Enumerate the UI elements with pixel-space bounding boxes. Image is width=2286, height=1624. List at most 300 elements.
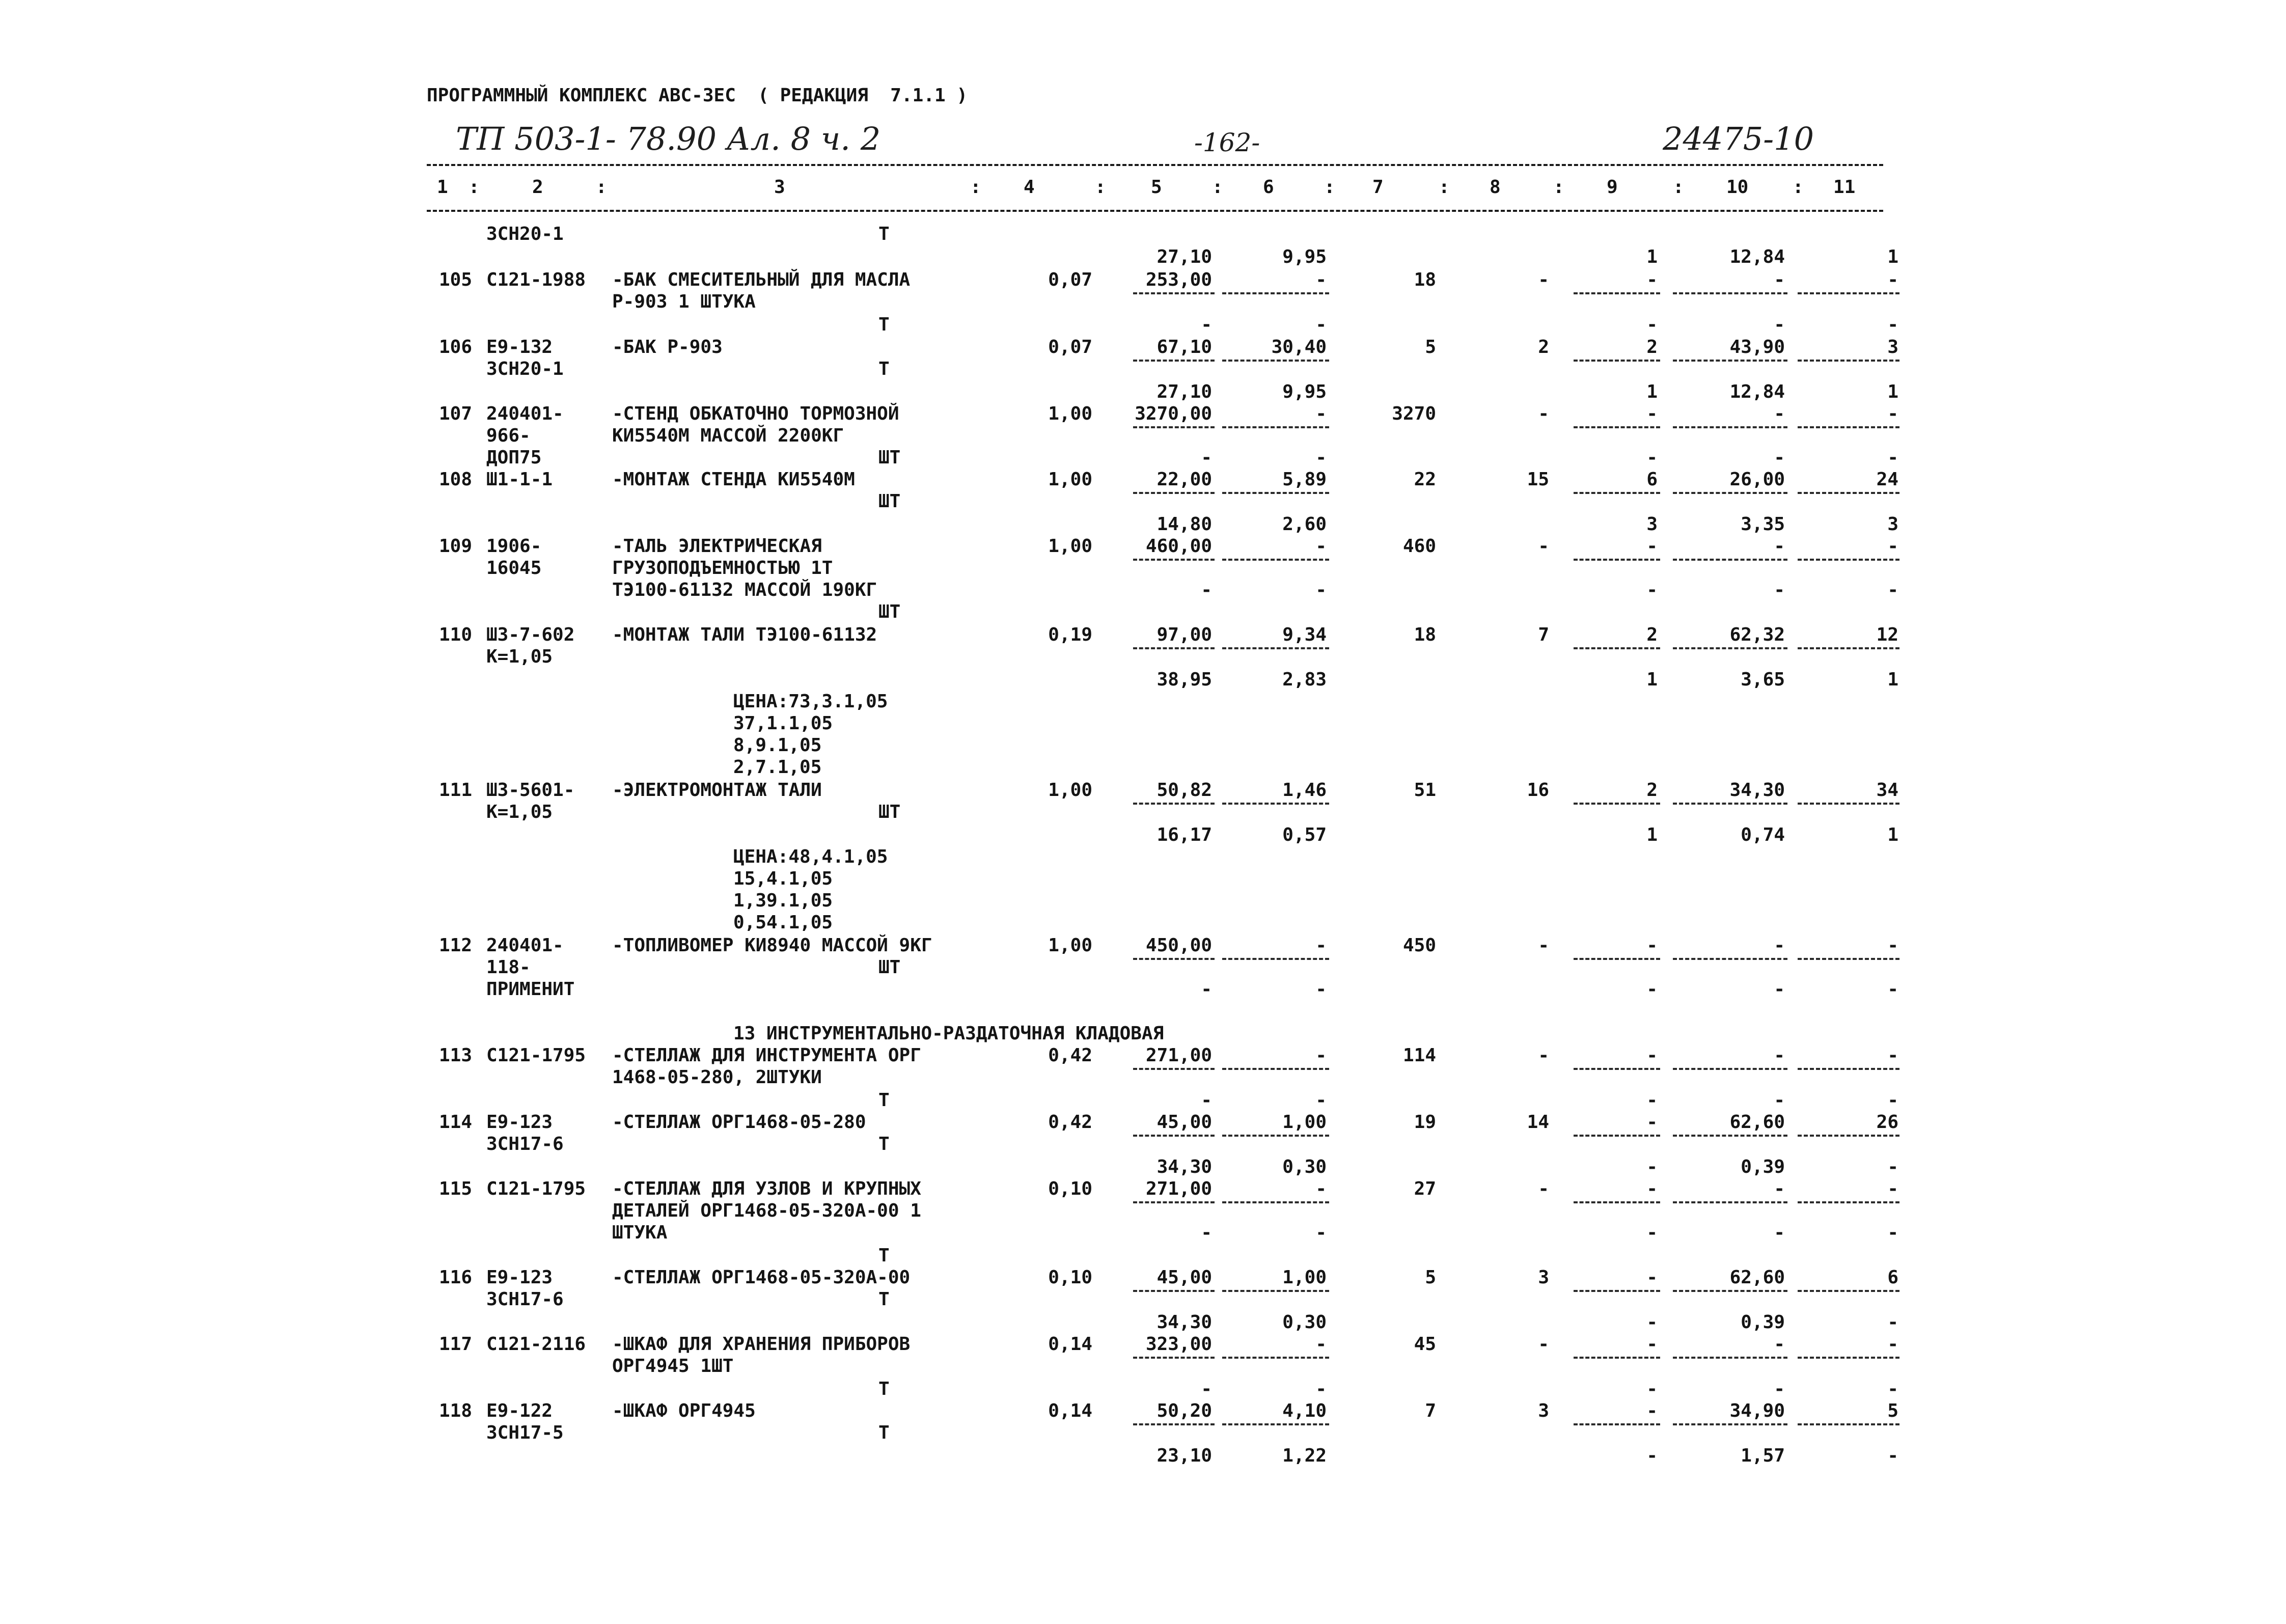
cell-description: -ЭЛЕКТРОМОНТАЖ ТАЛИ bbox=[612, 780, 822, 801]
underline-wage bbox=[1222, 292, 1329, 294]
cell-col-11: 3 bbox=[1887, 514, 1898, 535]
cell-code: ПРИМЕНИТ bbox=[486, 979, 575, 1000]
cell-wage: - bbox=[1315, 580, 1327, 600]
cell-col-11: 12 bbox=[1876, 624, 1898, 645]
underline-col-11 bbox=[1798, 1068, 1899, 1070]
cell-code: ЗСН20-1 bbox=[486, 224, 564, 244]
cell-code: 118- bbox=[486, 957, 531, 978]
underline-wage bbox=[1222, 1423, 1329, 1425]
program-header: ПРОГРАММНЫЙ КОМПЛЕКС АВС-ЗЕС ( РЕДАКЦИЯ 7.1.1 ) bbox=[427, 85, 968, 106]
cell-wage: 0,30 bbox=[1282, 1157, 1327, 1177]
cell-wage: 0,30 bbox=[1282, 1312, 1327, 1333]
cell-note: 1,39.1,05 bbox=[733, 890, 833, 911]
cell-wage: 1,00 bbox=[1282, 1267, 1327, 1288]
project-code: ТП 503-1- 78.90 Ал. 8 ч. 2 bbox=[456, 120, 881, 157]
underline-col-11 bbox=[1798, 559, 1899, 561]
cell-unit: Т bbox=[878, 314, 890, 335]
cell-total-wage: - bbox=[1538, 1334, 1549, 1355]
underline-col-10 bbox=[1673, 559, 1787, 561]
cell-col-10: - bbox=[1774, 1222, 1785, 1243]
cell-code: Ш1-1-1 bbox=[486, 469, 553, 490]
cell-price: 460,00 bbox=[1145, 536, 1212, 557]
cell-price: - bbox=[1201, 1222, 1212, 1243]
underline-col-10 bbox=[1673, 1423, 1787, 1425]
underline-col-9 bbox=[1574, 1135, 1660, 1137]
cell-quantity: 0,10 bbox=[1048, 1267, 1092, 1288]
cell-wage: - bbox=[1315, 447, 1327, 468]
cell-col-9: 1 bbox=[1646, 669, 1658, 690]
cell-col-9: 1 bbox=[1646, 246, 1658, 267]
cell-wage: 1,22 bbox=[1282, 1445, 1327, 1466]
cell-col-11: - bbox=[1887, 580, 1898, 600]
column-header-6: 6 bbox=[1263, 177, 1274, 198]
cell-total-wage: - bbox=[1538, 403, 1549, 424]
cell-wage: - bbox=[1315, 1045, 1327, 1066]
cell-row-number: 109 bbox=[439, 536, 473, 557]
cell-col-9: - bbox=[1646, 1312, 1658, 1333]
underline-col-9 bbox=[1574, 1423, 1660, 1425]
cell-code: С121-1988 bbox=[486, 269, 586, 290]
cell-code: ЗСН17-6 bbox=[486, 1289, 564, 1310]
underline-col-9 bbox=[1574, 1357, 1660, 1359]
cell-quantity: 1,00 bbox=[1048, 469, 1092, 490]
cell-col-10: 62,32 bbox=[1729, 624, 1785, 645]
cell-description: ШТУКА bbox=[612, 1222, 668, 1243]
cell-description: КИ5540М МАССОЙ 2200КГ bbox=[612, 425, 844, 446]
cell-wage: 4,10 bbox=[1282, 1400, 1327, 1421]
cell-code: Е9-122 bbox=[486, 1400, 553, 1421]
cell-wage: 9,95 bbox=[1282, 246, 1327, 267]
cell-col-11: 6 bbox=[1887, 1267, 1898, 1288]
cell-quantity: 1,00 bbox=[1048, 935, 1092, 956]
cell-col-9: - bbox=[1646, 1178, 1658, 1199]
cell-total-wage: 15 bbox=[1527, 469, 1549, 490]
cell-col-11: 1 bbox=[1887, 824, 1898, 845]
cell-description: -СТЕНД ОБКАТОЧНО ТОРМОЗНОЙ bbox=[612, 403, 899, 424]
cell-code: ЗСН17-5 bbox=[486, 1422, 564, 1443]
cell-col-9: - bbox=[1646, 1445, 1658, 1466]
cell-col-10: 0,74 bbox=[1741, 824, 1785, 845]
cell-wage: - bbox=[1315, 1222, 1327, 1243]
column-separator: : bbox=[1673, 177, 1684, 198]
column-separator: : bbox=[1095, 177, 1106, 198]
underline-col-9 bbox=[1574, 647, 1660, 649]
cell-unit: Т bbox=[878, 1245, 890, 1266]
underline-price bbox=[1133, 426, 1215, 428]
cell-description: -БАК Р-903 bbox=[612, 337, 723, 357]
underline-wage bbox=[1222, 1201, 1329, 1203]
underline-col-10 bbox=[1673, 958, 1787, 960]
cell-unit: ШТ bbox=[878, 491, 901, 512]
cell-quantity: 0,07 bbox=[1048, 337, 1092, 357]
cell-price: 271,00 bbox=[1145, 1045, 1212, 1066]
cell-col-11: - bbox=[1887, 1090, 1898, 1111]
underline-wage bbox=[1222, 1290, 1329, 1292]
cell-col-9: - bbox=[1646, 536, 1658, 557]
cell-price: - bbox=[1201, 1090, 1212, 1111]
cell-row-number: 113 bbox=[439, 1045, 473, 1066]
cell-col-11: - bbox=[1887, 1045, 1898, 1066]
underline-price bbox=[1133, 360, 1215, 362]
cell-description: ТЭ100-61132 МАССОЙ 190КГ bbox=[612, 580, 877, 600]
column-header-3: 3 bbox=[774, 177, 785, 198]
cell-wage: 2,60 bbox=[1282, 514, 1327, 535]
cell-row-number: 115 bbox=[439, 1178, 473, 1199]
cell-unit: ШТ bbox=[878, 447, 901, 468]
cell-total-cost: 3270 bbox=[1392, 403, 1436, 424]
cell-total-wage: 7 bbox=[1538, 624, 1549, 645]
cell-quantity: 0,42 bbox=[1048, 1045, 1092, 1066]
cell-total-wage: 2 bbox=[1538, 337, 1549, 357]
cell-total-cost: 5 bbox=[1425, 337, 1436, 357]
cell-code: С121-1795 bbox=[486, 1178, 586, 1199]
cell-row-number: 105 bbox=[439, 269, 473, 290]
cell-col-9: 1 bbox=[1646, 824, 1658, 845]
cell-note: ЦЕНА:73,3.1,05 bbox=[733, 691, 888, 712]
cell-note: ЦЕНА:48,4.1,05 bbox=[733, 846, 888, 867]
cell-total-wage: 14 bbox=[1527, 1112, 1549, 1133]
column-header-8: 8 bbox=[1490, 177, 1501, 198]
cell-price: 22,00 bbox=[1156, 469, 1212, 490]
cell-wage: 1,46 bbox=[1282, 780, 1327, 801]
cell-code: ЗСН17-6 bbox=[486, 1134, 564, 1154]
cell-col-11: - bbox=[1887, 1178, 1898, 1199]
underline-col-11 bbox=[1798, 492, 1899, 494]
cell-price: 50,82 bbox=[1156, 780, 1212, 801]
cell-col-10: 3,65 bbox=[1741, 669, 1785, 690]
cell-col-10: 62,60 bbox=[1729, 1267, 1785, 1288]
cell-col-9: - bbox=[1646, 1112, 1658, 1133]
underline-col-11 bbox=[1798, 958, 1899, 960]
cell-description: 1468-05-280, 2ШТУКИ bbox=[612, 1067, 822, 1088]
cell-col-10: 12,84 bbox=[1729, 381, 1785, 402]
cell-price: 450,00 bbox=[1145, 935, 1212, 956]
cell-description: -ШКАФ ОРГ4945 bbox=[612, 1400, 756, 1421]
cell-description: Р-903 1 ШТУКА bbox=[612, 291, 756, 312]
cell-price: 14,80 bbox=[1156, 514, 1212, 535]
cell-code: С121-1795 bbox=[486, 1045, 586, 1066]
cell-col-9: 2 bbox=[1646, 337, 1658, 357]
cell-col-9: - bbox=[1646, 269, 1658, 290]
underline-wage bbox=[1222, 803, 1329, 805]
cell-wage: - bbox=[1315, 536, 1327, 557]
underline-col-11 bbox=[1798, 1423, 1899, 1425]
cell-row-number: 111 bbox=[439, 780, 473, 801]
cell-quantity: 1,00 bbox=[1048, 780, 1092, 801]
cell-total-cost: 18 bbox=[1414, 624, 1436, 645]
column-separator: : bbox=[1212, 177, 1223, 198]
cell-col-9: 3 bbox=[1646, 514, 1658, 535]
cell-quantity: 0,14 bbox=[1048, 1400, 1092, 1421]
cell-wage: 30,40 bbox=[1271, 337, 1327, 357]
cell-wage: 9,34 bbox=[1282, 624, 1327, 645]
cell-price: - bbox=[1201, 314, 1212, 335]
underline-col-9 bbox=[1574, 559, 1660, 561]
column-separator: : bbox=[970, 177, 981, 198]
cell-code: 16045 bbox=[486, 558, 542, 579]
cell-col-11: - bbox=[1887, 1379, 1898, 1399]
cell-quantity: 0,07 bbox=[1048, 269, 1092, 290]
cell-col-11: - bbox=[1887, 403, 1898, 424]
column-header-5: 5 bbox=[1151, 177, 1162, 198]
cell-code: С121-2116 bbox=[486, 1334, 586, 1355]
cell-price: 38,95 bbox=[1156, 669, 1212, 690]
underline-col-10 bbox=[1673, 1290, 1787, 1292]
cell-unit: Т bbox=[878, 224, 890, 244]
cell-code: Ш3-5601- bbox=[486, 780, 575, 801]
cell-description: -СТЕЛЛАЖ ОРГ1468-05-320А-00 bbox=[612, 1267, 911, 1288]
cell-wage: 9,95 bbox=[1282, 381, 1327, 402]
cell-description: -МОНТАЖ ТАЛИ ТЭ100-61132 bbox=[612, 624, 877, 645]
cell-total-cost: 7 bbox=[1425, 1400, 1436, 1421]
cell-code: К=1,05 bbox=[486, 802, 553, 822]
cell-col-9: 2 bbox=[1646, 780, 1658, 801]
column-separator: : bbox=[596, 177, 607, 198]
cell-price: 253,00 bbox=[1145, 269, 1212, 290]
cell-code: 966- bbox=[486, 425, 531, 446]
cell-total-cost: 45 bbox=[1414, 1334, 1436, 1355]
underline-col-9 bbox=[1574, 492, 1660, 494]
cell-col-11: - bbox=[1887, 1334, 1898, 1355]
underline-price bbox=[1133, 1290, 1215, 1292]
column-header-9: 9 bbox=[1607, 177, 1618, 198]
underline-col-9 bbox=[1574, 803, 1660, 805]
cell-note: 37,1.1,05 bbox=[733, 713, 833, 734]
cell-code: ЗСН20-1 bbox=[486, 359, 564, 379]
underline-col-11 bbox=[1798, 803, 1899, 805]
cell-wage: - bbox=[1315, 269, 1327, 290]
underline-price bbox=[1133, 958, 1215, 960]
underline-col-9 bbox=[1574, 1068, 1660, 1070]
underline-col-10 bbox=[1673, 360, 1787, 362]
underline-col-11 bbox=[1798, 1135, 1899, 1137]
cell-col-9: - bbox=[1646, 403, 1658, 424]
cell-price: - bbox=[1201, 979, 1212, 1000]
cell-note: 13 ИНСТРУМЕНТАЛЬНО-РАЗДАТОЧНАЯ КЛАДОВАЯ bbox=[733, 1023, 1164, 1044]
underline-price bbox=[1133, 1068, 1215, 1070]
underline-col-9 bbox=[1574, 292, 1660, 294]
cell-note: 0,54.1,05 bbox=[733, 912, 833, 933]
cell-col-11: 5 bbox=[1887, 1400, 1898, 1421]
cell-wage: - bbox=[1315, 1379, 1327, 1399]
cell-col-10: 62,60 bbox=[1729, 1112, 1785, 1133]
cell-description: ГРУЗОПОДЪЕМНОСТЬЮ 1Т bbox=[612, 558, 833, 579]
cell-col-10: - bbox=[1774, 447, 1785, 468]
underline-col-9 bbox=[1574, 360, 1660, 362]
cell-col-9: - bbox=[1646, 447, 1658, 468]
cell-description: ОРГ4945 1ШТ bbox=[612, 1356, 734, 1377]
cell-code: Е9-123 bbox=[486, 1112, 553, 1133]
cell-total-wage: 3 bbox=[1538, 1267, 1549, 1288]
cell-total-cost: 51 bbox=[1414, 780, 1436, 801]
cell-col-9: - bbox=[1646, 1157, 1658, 1177]
underline-wage bbox=[1222, 1068, 1329, 1070]
cell-col-9: - bbox=[1646, 1334, 1658, 1355]
cell-price: - bbox=[1201, 447, 1212, 468]
cell-description: -ТАЛЬ ЭЛЕКТРИЧЕСКАЯ bbox=[612, 536, 822, 557]
cell-price: 45,00 bbox=[1156, 1267, 1212, 1288]
cell-col-9: - bbox=[1646, 1267, 1658, 1288]
cell-col-10: 1,57 bbox=[1741, 1445, 1785, 1466]
cell-row-number: 112 bbox=[439, 935, 473, 956]
cell-price: 3270,00 bbox=[1135, 403, 1212, 424]
cell-unit: ШТ bbox=[878, 957, 901, 978]
cell-quantity: 1,00 bbox=[1048, 403, 1092, 424]
cell-wage: - bbox=[1315, 935, 1327, 956]
cell-description: -ТОПЛИВОМЕР КИ8940 МАССОЙ 9КГ bbox=[612, 935, 932, 956]
cell-note: 8,9.1,05 bbox=[733, 735, 822, 756]
cell-price: - bbox=[1201, 580, 1212, 600]
cell-col-11: 1 bbox=[1887, 246, 1898, 267]
cell-price: 271,00 bbox=[1145, 1178, 1212, 1199]
cell-unit: ШТ bbox=[878, 601, 901, 622]
cell-description: -БАК СМЕСИТЕЛЬНЫЙ ДЛЯ МАСЛА bbox=[612, 269, 911, 290]
cell-total-wage: - bbox=[1538, 935, 1549, 956]
cell-col-10: 0,39 bbox=[1741, 1157, 1785, 1177]
cell-col-10: 0,39 bbox=[1741, 1312, 1785, 1333]
cell-total-cost: 114 bbox=[1402, 1045, 1436, 1066]
column-separator: : bbox=[1324, 177, 1335, 198]
cell-col-9: - bbox=[1646, 314, 1658, 335]
cell-wage: - bbox=[1315, 403, 1327, 424]
cell-col-9: - bbox=[1646, 1090, 1658, 1111]
cell-col-11: - bbox=[1887, 314, 1898, 335]
cell-row-number: 117 bbox=[439, 1334, 473, 1355]
underline-col-11 bbox=[1798, 1201, 1899, 1203]
cell-code: ДОП75 bbox=[486, 447, 542, 468]
column-separator: : bbox=[1793, 177, 1804, 198]
cell-wage: 1,00 bbox=[1282, 1112, 1327, 1133]
cell-unit: Т bbox=[878, 1379, 890, 1399]
cell-col-9: - bbox=[1646, 1045, 1658, 1066]
underline-col-10 bbox=[1673, 1068, 1787, 1070]
cell-col-11: 1 bbox=[1887, 381, 1898, 402]
cell-col-10: - bbox=[1774, 1045, 1785, 1066]
cell-total-wage: 16 bbox=[1527, 780, 1549, 801]
page-number: -162- bbox=[1194, 128, 1260, 157]
cell-price: 50,20 bbox=[1156, 1400, 1212, 1421]
underline-wage bbox=[1222, 958, 1329, 960]
cell-col-10: - bbox=[1774, 536, 1785, 557]
cell-row-number: 110 bbox=[439, 624, 473, 645]
underline-wage bbox=[1222, 426, 1329, 428]
underline-price bbox=[1133, 292, 1215, 294]
cell-col-11: - bbox=[1887, 1157, 1898, 1177]
column-header-4: 4 bbox=[1024, 177, 1035, 198]
cell-price: 67,10 bbox=[1156, 337, 1212, 357]
cell-total-cost: 460 bbox=[1402, 536, 1436, 557]
cell-note: 15,4.1,05 bbox=[733, 868, 833, 889]
cell-total-wage: 3 bbox=[1538, 1400, 1549, 1421]
cell-code: Е9-132 bbox=[486, 337, 553, 357]
cell-col-10: 12,84 bbox=[1729, 246, 1785, 267]
column-separator: : bbox=[1553, 177, 1564, 198]
underline-col-9 bbox=[1574, 958, 1660, 960]
cell-quantity: 0,19 bbox=[1048, 624, 1092, 645]
cell-description: -СТЕЛЛАЖ ДЛЯ ИНСТРУМЕНТА ОРГ bbox=[612, 1045, 921, 1066]
cell-row-number: 106 bbox=[439, 337, 473, 357]
cell-quantity: 1,00 bbox=[1048, 536, 1092, 557]
cell-col-9: - bbox=[1646, 1379, 1658, 1399]
cell-col-10: - bbox=[1774, 1090, 1785, 1111]
cell-total-cost: 18 bbox=[1414, 269, 1436, 290]
cell-price: 97,00 bbox=[1156, 624, 1212, 645]
cell-wage: - bbox=[1315, 1090, 1327, 1111]
cell-row-number: 108 bbox=[439, 469, 473, 490]
underline-col-10 bbox=[1673, 1135, 1787, 1137]
column-separator: : bbox=[469, 177, 480, 198]
cell-price: 323,00 bbox=[1145, 1334, 1212, 1355]
cell-description: -СТЕЛЛАЖ ОРГ1468-05-280 bbox=[612, 1112, 866, 1133]
underline-price bbox=[1133, 1357, 1215, 1359]
underline-price bbox=[1133, 492, 1215, 494]
cell-code: Ш3-7-602 bbox=[486, 624, 575, 645]
cell-total-cost: 450 bbox=[1402, 935, 1436, 956]
cell-col-10: - bbox=[1774, 1379, 1785, 1399]
cell-price: 27,10 bbox=[1156, 246, 1212, 267]
cell-code: 240401- bbox=[486, 403, 564, 424]
cell-unit: Т bbox=[878, 1134, 890, 1154]
underline-col-10 bbox=[1673, 1201, 1787, 1203]
cell-row-number: 114 bbox=[439, 1112, 473, 1133]
column-header-11: 11 bbox=[1833, 177, 1856, 198]
underline-price bbox=[1133, 1135, 1215, 1137]
cell-code: К=1,05 bbox=[486, 646, 553, 667]
cell-col-11: - bbox=[1887, 1445, 1898, 1466]
cell-col-9: - bbox=[1646, 1400, 1658, 1421]
cell-col-11: 34 bbox=[1876, 780, 1898, 801]
cell-col-10: 34,90 bbox=[1729, 1400, 1785, 1421]
cell-price: 23,10 bbox=[1156, 1445, 1212, 1466]
underline-price bbox=[1133, 1201, 1215, 1203]
cell-col-10: - bbox=[1774, 1334, 1785, 1355]
cell-col-10: 26,00 bbox=[1729, 469, 1785, 490]
underline-col-10 bbox=[1673, 292, 1787, 294]
column-header-10: 10 bbox=[1726, 177, 1749, 198]
cell-code: 1906- bbox=[486, 536, 542, 557]
underline-col-11 bbox=[1798, 426, 1899, 428]
cell-col-9: - bbox=[1646, 580, 1658, 600]
cell-col-11: - bbox=[1887, 447, 1898, 468]
cell-quantity: 0,42 bbox=[1048, 1112, 1092, 1133]
underline-price bbox=[1133, 559, 1215, 561]
underline-price bbox=[1133, 1423, 1215, 1425]
underline-col-10 bbox=[1673, 492, 1787, 494]
cell-wage: 0,57 bbox=[1282, 824, 1327, 845]
cell-price: 34,30 bbox=[1156, 1157, 1212, 1177]
cell-col-10: 43,90 bbox=[1729, 337, 1785, 357]
cell-col-11: 3 bbox=[1887, 337, 1898, 357]
underline-wage bbox=[1222, 647, 1329, 649]
cell-col-10: 3,35 bbox=[1741, 514, 1785, 535]
cell-total-wage: - bbox=[1538, 269, 1549, 290]
cell-wage: - bbox=[1315, 979, 1327, 1000]
underline-price bbox=[1133, 647, 1215, 649]
cell-total-wage: - bbox=[1538, 536, 1549, 557]
cell-unit: Т bbox=[878, 359, 890, 379]
underline-col-11 bbox=[1798, 292, 1899, 294]
cell-unit: ШТ bbox=[878, 802, 901, 822]
underline-wage bbox=[1222, 1357, 1329, 1359]
column-header-7: 7 bbox=[1372, 177, 1384, 198]
cell-total-wage: - bbox=[1538, 1045, 1549, 1066]
cell-col-10: - bbox=[1774, 269, 1785, 290]
cell-description: ДЕТАЛЕЙ ОРГ1468-05-320А-00 1 bbox=[612, 1200, 921, 1221]
cell-row-number: 118 bbox=[439, 1400, 473, 1421]
cell-col-10: - bbox=[1774, 314, 1785, 335]
cell-description: -МОНТАЖ СТЕНДА КИ5540М bbox=[612, 469, 855, 490]
cell-code: 240401- bbox=[486, 935, 564, 956]
